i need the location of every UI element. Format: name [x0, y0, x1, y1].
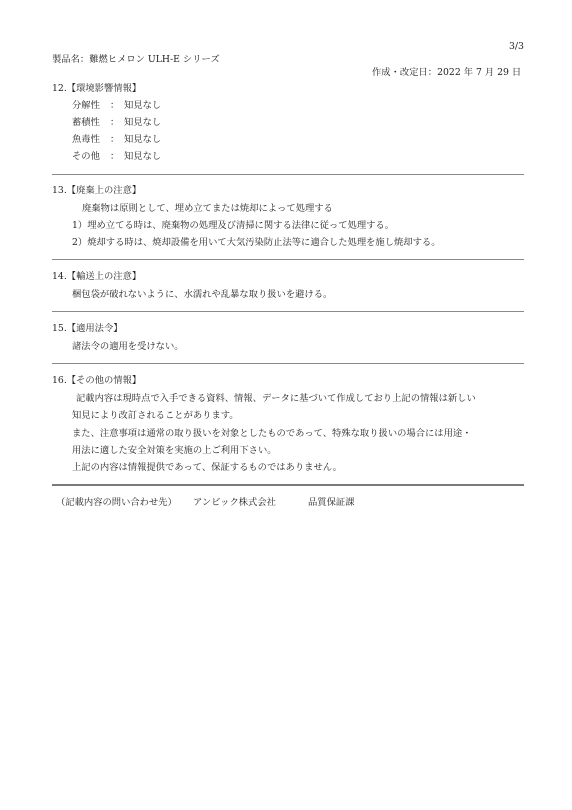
paragraph-line: また、注意事項は通常の取り扱いを対象としたものであって、特殊な取り扱いの場合には用途・	[72, 428, 472, 439]
paragraph-line: 梱包袋が破れないように、水濡れや乱暴な取り扱いを避ける。	[72, 289, 333, 300]
paragraph-line: 廃棄物は原則として、埋め立てまたは焼却によって処理する	[82, 203, 333, 214]
section-15-heading: 15.【適用法令】	[52, 323, 123, 334]
item-colon: ：	[110, 100, 120, 111]
list-item	[72, 118, 161, 127]
contact-label: （記載内容の問い合わせ先）	[56, 497, 177, 508]
paragraph-line: 1）埋め立てる時は、廃棄物の処理及び清掃に関する法律に従って処理する。	[72, 220, 395, 231]
section-divider	[52, 174, 524, 175]
paragraph-line: 知見により改訂されることがあります。	[72, 410, 239, 421]
paragraph-line: 用法に適した安全対策を実施の上ご利用下さい。	[72, 445, 277, 456]
item-colon: ：	[110, 151, 120, 162]
item-label: その他	[72, 151, 100, 162]
item-value: 知見なし	[124, 100, 162, 111]
item-value: 知見なし	[124, 134, 162, 145]
section-13-heading: 13.【廃棄上の注意】	[52, 185, 142, 196]
list-item	[72, 101, 161, 110]
revision-date: 作成・改定日：2022 年 7 月 29 日	[372, 67, 522, 78]
paragraph-line: 上記の内容は情報提供であって、保証するものではありません。	[72, 462, 342, 473]
paragraph-line: 2）焼却する時は、焼却設備を用いて大気汚染防止法等に適合した処理を施し焼却する。	[72, 237, 441, 248]
section-divider	[52, 484, 524, 486]
page-number: 3/3	[509, 41, 524, 52]
section-divider	[52, 311, 524, 312]
section-divider	[52, 363, 524, 364]
item-value: 知見なし	[124, 151, 162, 162]
section-12-heading: 12.【環境影響情報】	[52, 83, 142, 94]
product-name: 製品名：難燃ヒメロン ULH-E シリーズ	[52, 54, 220, 65]
section-16-heading: 16.【その他の情報】	[52, 375, 142, 386]
item-label: 分解性	[72, 100, 100, 111]
item-label: 魚毒性	[72, 134, 100, 145]
list-item	[72, 152, 161, 161]
contact-company: アンビック株式会社	[193, 497, 276, 508]
list-item	[72, 135, 161, 144]
item-label: 蓄積性	[72, 117, 100, 128]
item-colon: ：	[110, 117, 120, 128]
section-14-heading: 14.【輸送上の注意】	[52, 271, 142, 282]
paragraph-line: 記載内容は現時点で入手できる資料、情報、データに基づいて作成しており上記の情報は新しい	[76, 393, 476, 404]
item-value: 知見なし	[124, 117, 162, 128]
section-divider	[52, 259, 524, 260]
paragraph-line: 諸法令の適用を受けない。	[72, 341, 184, 352]
item-colon: ：	[110, 134, 120, 145]
contact-department: 品質保証課	[308, 497, 355, 508]
